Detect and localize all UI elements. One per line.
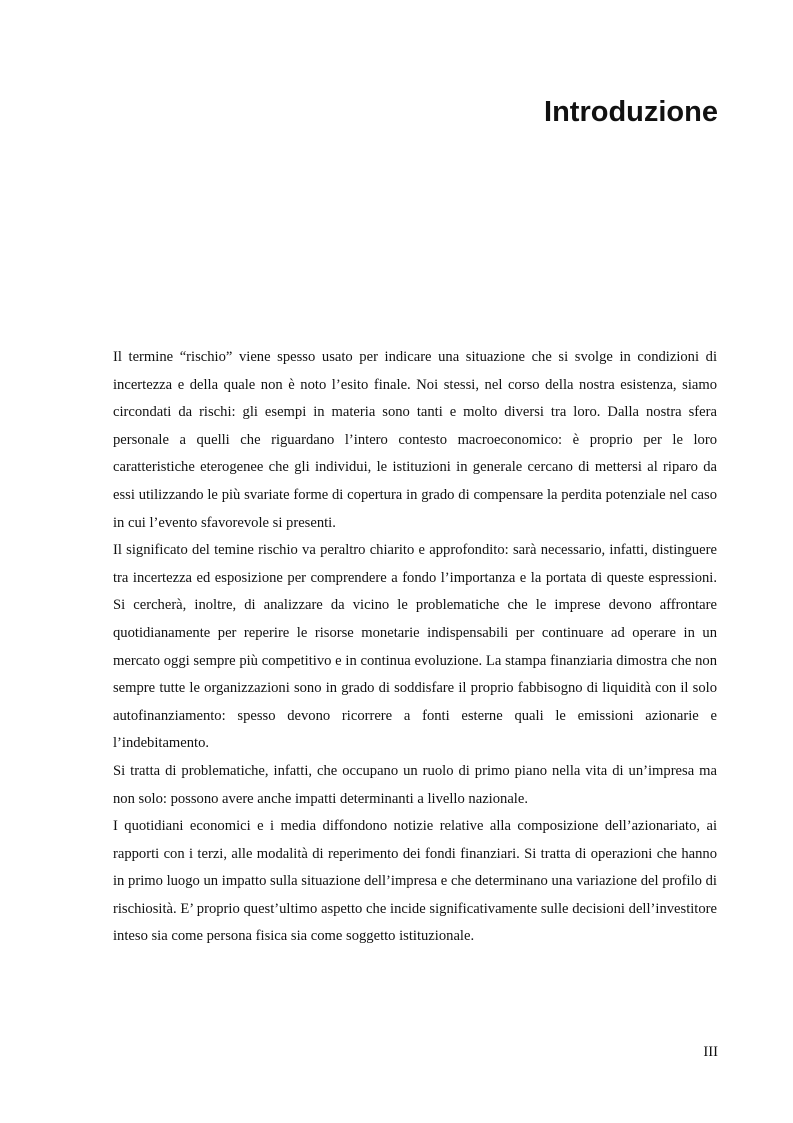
page-number: III (703, 1044, 718, 1060)
paragraph-4: I quotidiani economici e i media diffondono notizie relative alla composizione dell’azionariato, ai rapporti con i terzi, alle modalità di reperimento dei fondi finanziari. Si tratta di operazioni che hanno in primo luogo un impatto sulla situazione dell’impresa e che determinano una variazione del profilo di rischiosità. E’ proprio quest’ultimo aspetto che incide significativamente sulle decisioni dell’investitore inteso sia come persona fisica sia come soggetto istituzionale. (113, 818, 717, 945)
chapter-title: Introduzione (544, 96, 718, 128)
paragraph-3: Si tratta di problematiche, infatti, che occupano un ruolo di primo piano nella vita di un’impresa ma non solo: possono avere anche impatti determinanti a livello nazionale. (113, 762, 717, 807)
paragraph-2: Il significato del temine rischio va peraltro chiarito e approfondito: sarà necessario, infatti, distinguere tra incertezza ed esposizione per comprendere a fondo l’importanza e la portata di queste espressioni. Si cercherà, inoltre, di analizzare da vicino le problematiche che le imprese devono affrontare quotidianamente per reperire le risorse monetarie indispensabili per continuare ad operare in un mercato oggi sempre più competitivo e in continua evoluzione. La stampa finanziaria dimostra che non sempre tutte le organizzazioni sono in grado di soddisfare il proprio fabbisogno di liquidità con il solo autofinanziamento: spesso devono ricorrere a fonti esterne quali le emissioni azionarie e l’indebitamento. (113, 542, 717, 752)
body-text (113, 344, 717, 951)
paragraph-1: Il termine “rischio” viene spesso usato per indicare una situazione che si svolge in condizioni di incertezza e della quale non è noto l’esito finale. Noi stessi, nel corso della nostra esistenza, siamo circondati da rischi: gli esempi in materia sono tanti e molto diversi tra loro. Dalla nostra sfera personale a quelli che riguardano l’intero contesto macroeconomico: è proprio per le loro caratteristiche eterogenee che gli individui, le istituzioni in generale cercano di mettersi al riparo da essi utilizzando le più svariate forme di copertura in grado di compensare la perdita potenziale nel caso in cui l’evento sfavorevole si presenti. (113, 349, 717, 531)
